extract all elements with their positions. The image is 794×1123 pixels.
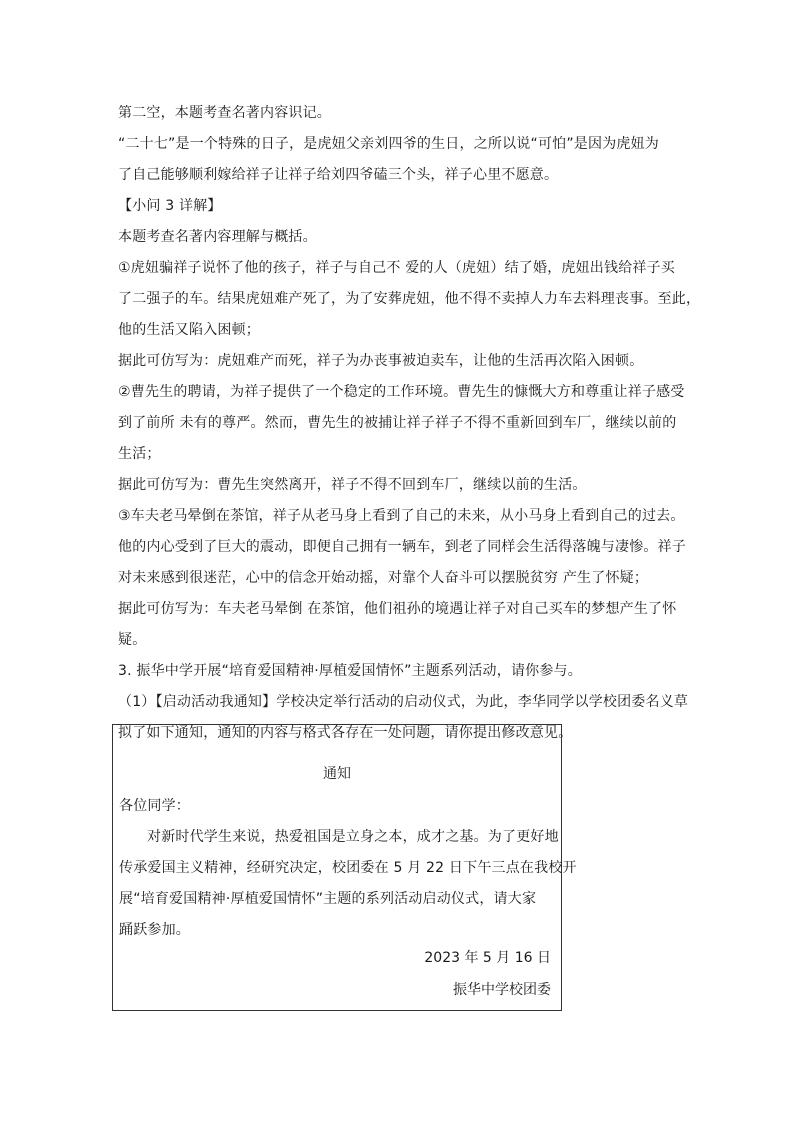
notice-signature: 振华中学校团委 — [453, 982, 551, 998]
text-line: （1）【启动活动我通知】学校决定举行活动的启动仪式，为此，李华同学以学校团委名义草 — [118, 694, 689, 710]
text-line: 了二强子的车。结果虎妞难产死了，为了安葬虎妞，他不得不卖掉人力车去料理丧事。至此， — [118, 291, 701, 307]
text-line: ③车夫老马晕倒在茶馆，祥子从老马身上看到了自己的未来，从小马身上看到自己的过去。 — [118, 508, 685, 524]
text-line: 本题考查名著内容理解与概括。 — [118, 229, 317, 245]
text-line: 他的生活又陷入困顿； — [118, 322, 260, 338]
text-line: 疑。 — [118, 632, 147, 648]
text-line: 生活； — [118, 446, 161, 462]
notice-box — [112, 724, 577, 1011]
text-line: ①虎妞骗祥子说怀了他的孩子，祥子与自己不 爱的人（虎妞）结了婚，虎妞出钱给祥子买 — [118, 260, 675, 276]
text-line: 拟了如下通知，通知的内容与格式各存在一处问题，请你提出修改意见。 — [118, 725, 573, 741]
notice-body — [119, 791, 577, 946]
notice-salutation: 各位同学： — [119, 798, 190, 814]
text-line: 据此可仿写为：车夫老马晕倒 在茶馆，他们祖孙的境遇让祥子对自己买车的梦想产生了怀 — [118, 601, 677, 617]
notice-body-line: 传承爱国主义精神，经研究决定，校团委在 5 月 22 日下午三点在我校开 — [119, 860, 577, 876]
question-heading: 3. 振华中学开展“培育爱国精神·厚植爱国情怀”主题系列活动，请你参与。 — [118, 663, 582, 679]
text-line: ②曹先生的聘请，为祥子提供了一个稳定的工作环境。曹先生的慷慨大方和尊重让祥子感受 — [118, 384, 685, 400]
text-line: 了自己能够顺利嫁给祥子让祥子给刘四爷磕三个头，祥子心里不愿意。 — [118, 167, 559, 183]
notice-body-line: 展“培育爱国精神·厚植爱国情怀”主题的系列活动启动仪式，请大家 — [119, 891, 537, 907]
answer-explanation — [118, 98, 701, 749]
text-line: 据此可仿写为：曹先生突然离开，祥子不得不回到车厂，继续以前的生活。 — [118, 477, 587, 493]
text-line: 到了前所 未有的尊严。然而，曹先生的被捕让祥子祥子不得不重新回到车厂，继续以前的 — [118, 415, 677, 431]
notice-title: 通知 — [323, 766, 351, 782]
text-line: 据此可仿写为：虎妞难产而死，祥子为办丧事被迫卖车，让他的生活再次陷入困顿。 — [118, 353, 644, 369]
text-line: 对未来感到很迷茫，心中的信念开始动摇，对靠个人奋斗可以摆脱贫穷 产生了怀疑； — [118, 570, 649, 586]
notice-body-line: 踊跃参加。 — [119, 922, 190, 938]
notice-body-line: 对新时代学生来说，热爱祖国是立身之本，成才之基。为了更好地 — [147, 829, 559, 845]
section-heading: 【小问 3 详解】 — [118, 198, 222, 214]
notice-date: 2023 年 5 月 16 日 — [424, 950, 551, 966]
text-line: 第二空，本题考查名著内容识记。 — [118, 105, 331, 121]
text-line: 他的内心受到了巨大的震动，即便自己拥有一辆车，到老了同样会生活得落魄与凄惨。祥子 — [118, 539, 686, 555]
text-line: “二十七”是一个特殊的日子，是虎妞父亲刘四爷的生日，之所以说“可怕”是因为虎妞为 — [118, 136, 660, 152]
